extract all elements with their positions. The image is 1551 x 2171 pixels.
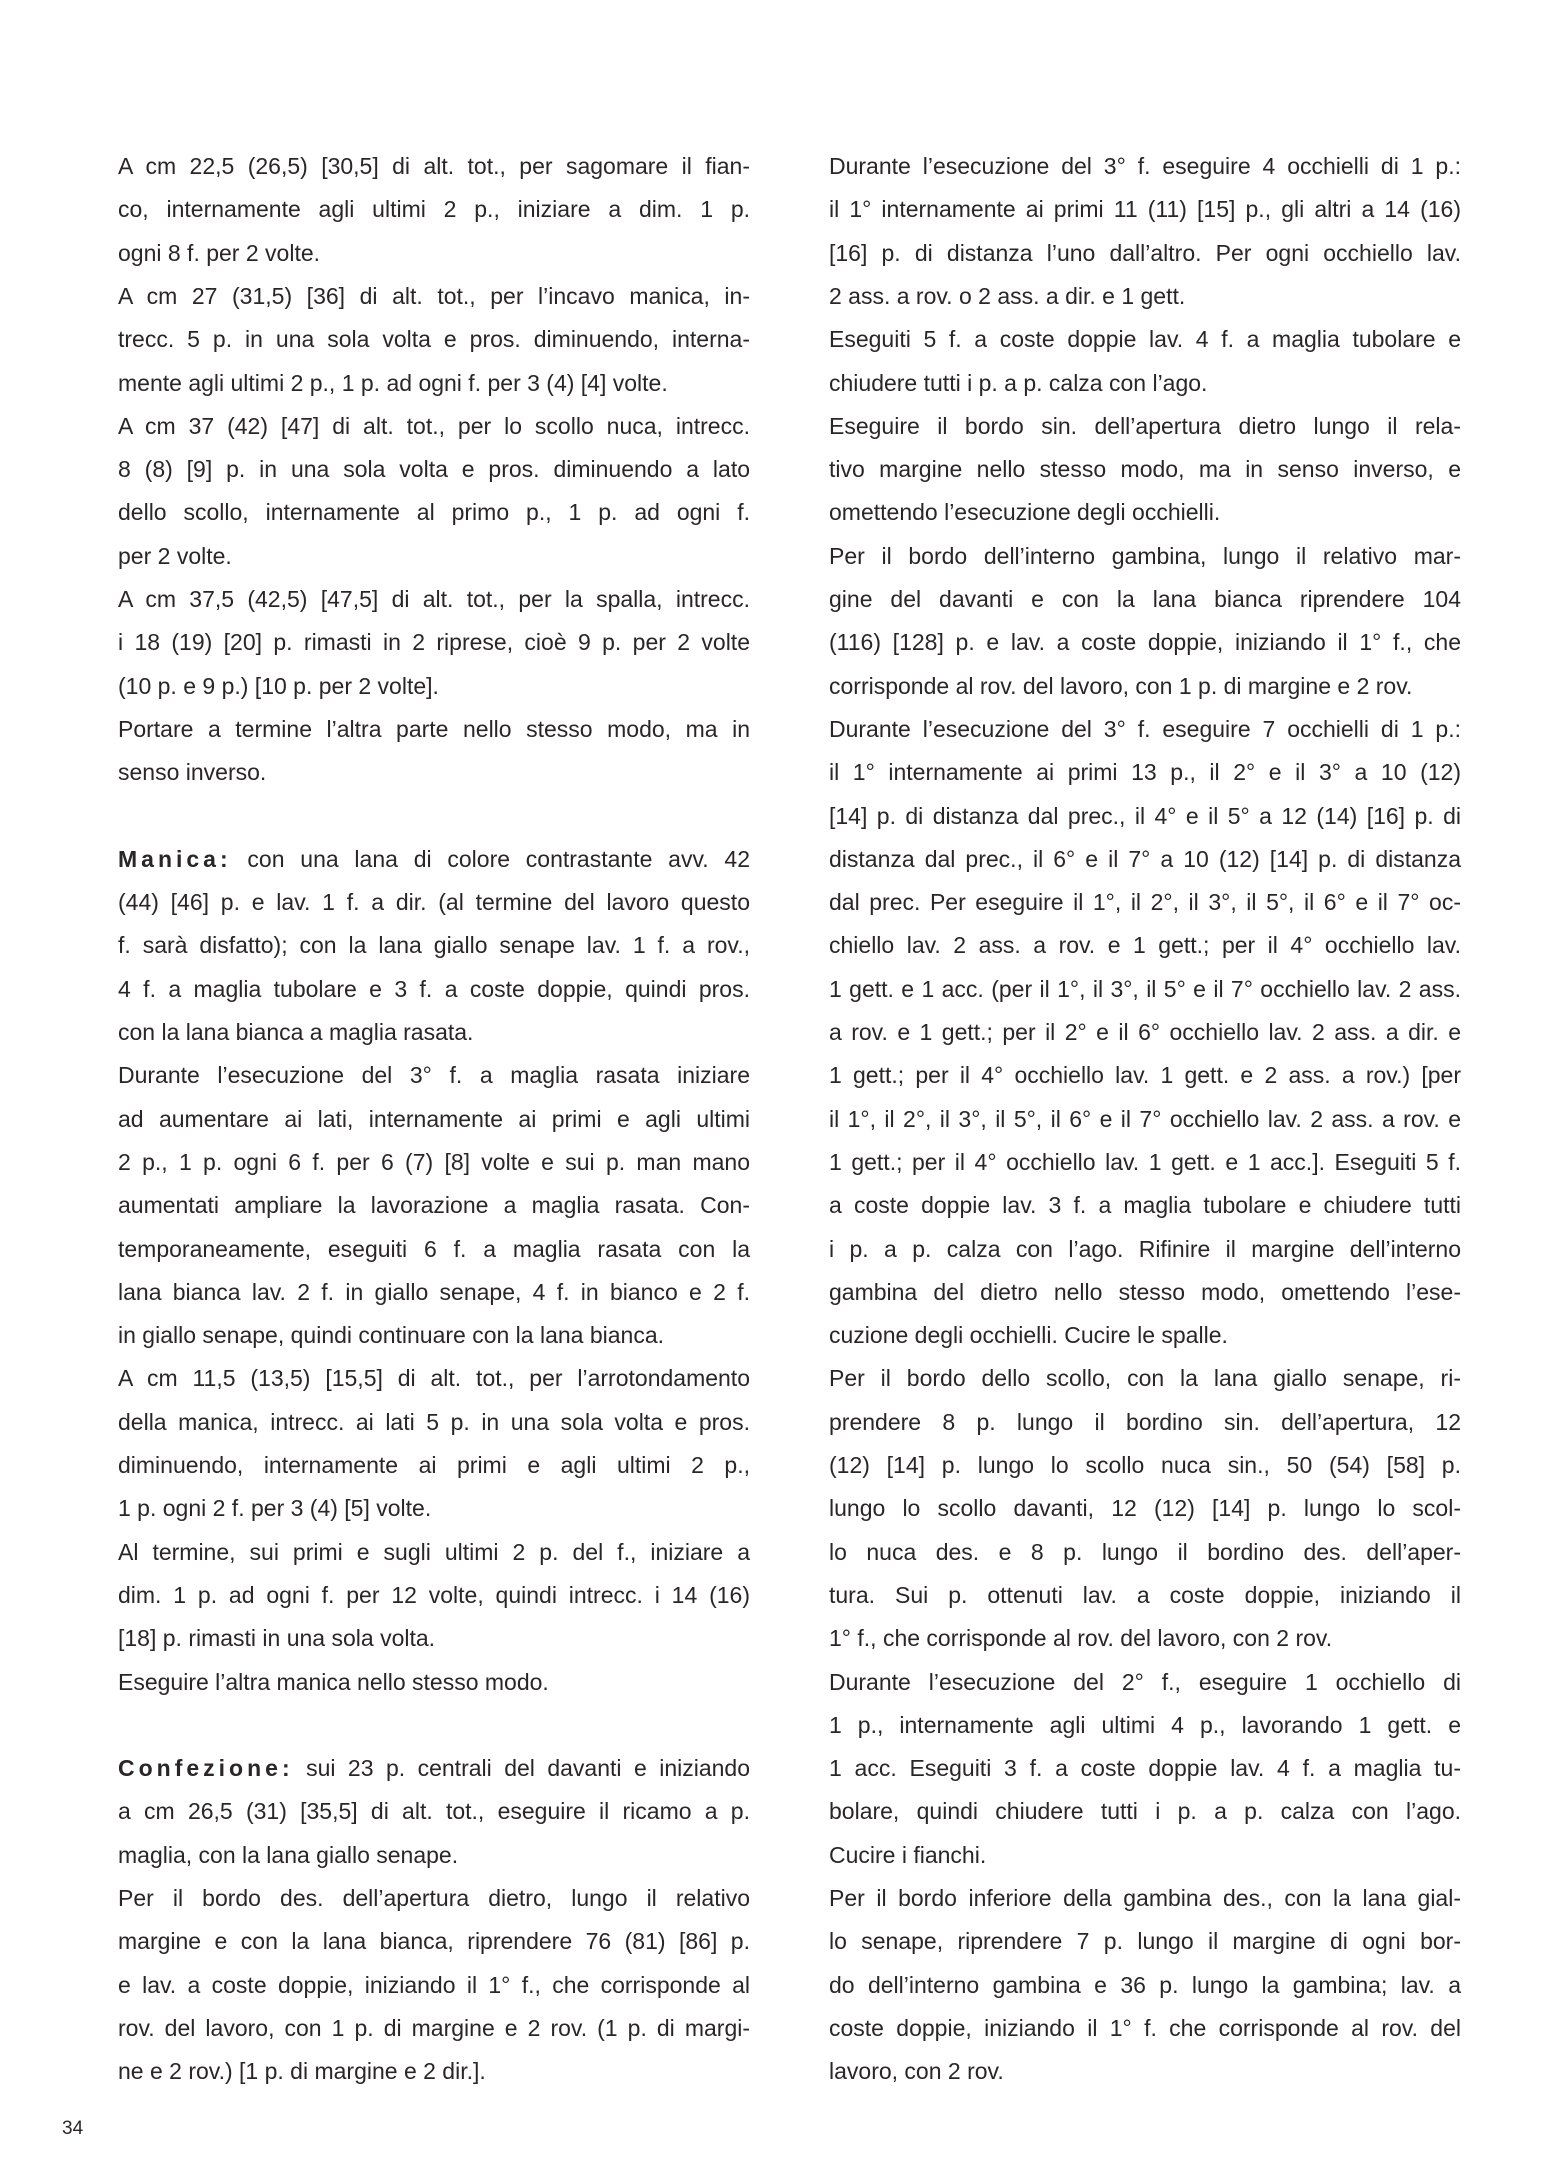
text-line	[829, 406, 1461, 446]
text-line	[829, 796, 1461, 836]
text-line	[829, 1229, 1461, 1269]
text-line	[118, 1878, 750, 1918]
line-text: do dell’interno gambina e 36 p. lungo la gambina; lav. a	[829, 1971, 1461, 1998]
text-line	[829, 622, 1461, 662]
line-text: Eseguiti 5 f. a coste doppie lav. 4 f. a maglia tubolare e	[829, 326, 1461, 353]
line-text: margine e con la lana bianca, riprendere 76 (81) [86] p.	[118, 1928, 750, 1955]
line-text: A cm 37,5 (42,5) [47,5] di alt. tot., per la spalla, intrecc.	[118, 586, 750, 612]
right-column	[829, 0, 1461, 2171]
text-line	[118, 882, 750, 922]
text-line	[118, 925, 750, 965]
text-line	[829, 1358, 1461, 1398]
line-text: 1 gett. e 1 acc. (per il 1°, il 3°, il 5° e il 7° occhiello lav. 2 ass.	[829, 975, 1461, 1002]
text-line	[829, 1142, 1461, 1182]
text-line	[829, 319, 1461, 359]
text-line	[829, 1272, 1461, 1312]
line-text: 1 p. ogni 2 f. per 3 (4) [5] volte.	[118, 1495, 432, 1522]
line-text: chiudere tutti i p. a p. calza con l’ago.	[829, 369, 1208, 396]
text-line	[118, 1532, 750, 1572]
text-line	[829, 1618, 1461, 1658]
text-line	[118, 1748, 750, 1788]
line-text: [14] p. di distanza dal prec., il 4° e il 5° a 12 (14) [16] p. di	[829, 802, 1461, 829]
line-text: Per il bordo dell’interno gambina, lungo il relativo mar-	[829, 542, 1461, 569]
line-text: 2 ass. a rov. o 2 ass. a dir. e 1 gett.	[829, 282, 1186, 309]
line-text: maglia, con la lana giallo senape.	[118, 1841, 459, 1868]
text-line	[829, 1099, 1461, 1139]
text-line	[118, 1662, 750, 1702]
text-line	[829, 536, 1461, 576]
line-text: Durante l’esecuzione del 3° f. a maglia rasata iniziare	[118, 1062, 750, 1089]
line-text: ne e 2 rov.) [1 p. di margine e 2 dir.].	[118, 2058, 486, 2085]
text-line	[829, 1878, 1461, 1918]
line-text: della manica, intrecc. ai lati 5 p. in una sola volta e pros.	[118, 1408, 750, 1435]
text-line	[829, 1532, 1461, 1572]
line-text: f. sarà disfatto); con la lana giallo senape lav. 1 f. a rov.,	[118, 932, 750, 959]
text-line	[118, 1099, 750, 1139]
line-text: [16] p. di distanza l’uno dall’altro. Per ogni occhiello lav.	[829, 239, 1461, 266]
text-line	[829, 1055, 1461, 1095]
line-text: A cm 27 (31,5) [36] di alt. tot., per l’incavo manica, in-	[118, 282, 750, 309]
line-text: Cucire i fianchi.	[829, 1841, 987, 1868]
text-line	[829, 1791, 1461, 1831]
text-line	[118, 1618, 750, 1658]
text-line	[118, 363, 750, 403]
text-line	[118, 492, 750, 532]
text-line	[829, 1705, 1461, 1745]
line-text: senso inverso.	[118, 759, 267, 786]
line-text: 8 (8) [9] p. in una sola volta e pros. diminuendo a lato	[118, 456, 750, 483]
text-line	[829, 925, 1461, 965]
line-text: Per il bordo inferiore della gambina des., con la lana gial-	[829, 1885, 1461, 1911]
text-line	[118, 1272, 750, 1312]
line-text: ad aumentare ai lati, internamente ai primi e agli ultimi	[118, 1105, 750, 1132]
text-line	[829, 579, 1461, 619]
text-line	[118, 1921, 750, 1961]
text-line	[829, 1921, 1461, 1961]
text-line	[118, 406, 750, 446]
line-text: (44) [46] p. e lav. 1 f. a dir. (al termine del lavoro questo	[118, 889, 750, 916]
text-line	[829, 1965, 1461, 2005]
line-text: 1 p., internamente agli ultimi 4 p., lavorando 1 gett. e	[829, 1711, 1461, 1738]
line-text: coste doppie, iniziando il 1° f. che corrisponde al rov. del	[829, 2014, 1461, 2041]
text-line	[118, 1488, 750, 1528]
line-text: corrisponde al rov. del lavoro, con 1 p. di margine e 2 rov.	[829, 672, 1413, 699]
line-text: a coste doppie lav. 3 f. a maglia tubolare e chiudere tutti	[829, 1192, 1461, 1219]
line-text: tura. Sui p. ottenuti lav. a coste doppie, iniziando il	[829, 1581, 1461, 1608]
text-line	[118, 1791, 750, 1831]
line-text: 2 p., 1 p. ogni 6 f. per 6 (7) [8] volte e sui p. man mano	[118, 1148, 750, 1175]
text-line	[118, 1575, 750, 1615]
line-text: e lav. a coste doppie, iniziando il 1° f., che corrisponde al	[118, 1971, 750, 1998]
text-line	[118, 1055, 750, 1095]
text-line	[118, 1358, 750, 1398]
text-line	[829, 449, 1461, 489]
line-text: tivo margine nello stesso modo, ma in senso inverso, e	[829, 456, 1461, 483]
line-text: dal prec. Per eseguire il 1°, il 2°, il 3°, il 5°, il 6° e il 7° oc-	[829, 889, 1461, 916]
line-text: Al termine, sui primi e sugli ultimi 2 p. del f., iniziare a	[118, 1538, 750, 1565]
text-line	[829, 839, 1461, 879]
line-text: lana bianca lav. 2 f. in giallo senape, 4 f. in bianco e 2 f.	[118, 1278, 750, 1305]
left-column	[118, 0, 750, 2171]
text-line	[829, 233, 1461, 273]
text-line	[829, 709, 1461, 749]
line-text: per 2 volte.	[118, 542, 232, 569]
text-line	[829, 666, 1461, 706]
text-line	[829, 1488, 1461, 1528]
line-text: [18] p. rimasti in una sola volta.	[118, 1625, 436, 1652]
text-line	[118, 1142, 750, 1182]
line-text: diminuendo, internamente ai primi e agli ultimi 2 p.,	[118, 1452, 750, 1478]
text-line	[118, 2008, 750, 2048]
line-text: Per il bordo dello scollo, con la lana giallo senape, ri-	[829, 1365, 1461, 1392]
text-line	[118, 709, 750, 749]
text-line	[118, 276, 750, 316]
line-text: lungo lo scollo davanti, 12 (12) [14] p. lungo lo scol-	[829, 1495, 1461, 1522]
text-line	[829, 1835, 1461, 1875]
line-text: 4 f. a maglia tubolare e 3 f. a coste doppie, quindi pros.	[118, 975, 750, 1002]
text-line	[118, 189, 750, 229]
line-text: aumentati ampliare la lavorazione a maglia rasata. Con-	[118, 1192, 750, 1219]
text-line	[829, 882, 1461, 922]
line-text: A cm 11,5 (13,5) [15,5] di alt. tot., per l’arrotondamento	[118, 1365, 750, 1392]
line-text: (12) [14] p. lungo lo scollo nuca sin., 50 (54) [58] p.	[829, 1452, 1461, 1478]
page-number: 34	[62, 2118, 84, 2139]
text-line	[118, 449, 750, 489]
text-line	[118, 1445, 750, 1485]
text-line	[118, 146, 750, 186]
line-text: chiello lav. 2 ass. a rov. e 1 gett.; per il 4° occhiello lav.	[829, 932, 1461, 959]
line-text: 1° f., che corrisponde al rov. del lavoro, con 2 rov.	[829, 1625, 1333, 1652]
line-text: mente agli ultimi 2 p., 1 p. ad ogni f. per 3 (4) [4] volte.	[118, 369, 668, 396]
text-line	[118, 2051, 750, 2091]
line-text: gine del davanti e con la lana bianca riprendere 104	[829, 586, 1461, 612]
text-line	[829, 1315, 1461, 1355]
text-line	[829, 276, 1461, 316]
line-text: co, internamente agli ultimi 2 p., iniziare a dim. 1 p.	[118, 196, 750, 223]
line-text: rov. del lavoro, con 1 p. di margine e 2 rov. (1 p. di margi-	[118, 2014, 750, 2041]
text-line	[118, 1229, 750, 1269]
text-line	[829, 363, 1461, 403]
text-line	[118, 666, 750, 706]
text-line	[829, 2008, 1461, 2048]
text-line	[118, 1835, 750, 1875]
line-text: gambina del dietro nello stesso modo, omettendo l’ese-	[829, 1278, 1461, 1305]
line-text: omettendo l’esecuzione degli occhielli.	[829, 499, 1221, 526]
line-text: Durante l’esecuzione del 2° f., eseguire 1 occhiello di	[829, 1668, 1461, 1695]
text-line	[118, 1012, 750, 1052]
text-line	[829, 1662, 1461, 1702]
text-line	[829, 2051, 1461, 2091]
line-text: 1 gett.; per il 4° occhiello lav. 1 gett. e 2 ass. a rov.) [per	[829, 1062, 1461, 1089]
line-text: il 1° internamente ai primi 11 (11) [15] p., gli altri a 14 (16)	[829, 196, 1461, 223]
line-text: con una lana di colore contrastante avv. 42	[231, 845, 750, 872]
line-text: temporaneamente, eseguiti 6 f. a maglia rasata con la	[118, 1235, 750, 1262]
text-line	[118, 536, 750, 576]
line-text: Durante l’esecuzione del 3° f. eseguire 4 occhielli di 1 p.:	[829, 153, 1461, 179]
line-text: i p. a p. calza con l’ago. Rifinire il margine dell’interno	[829, 1235, 1461, 1262]
line-text: 1 acc. Eseguiti 3 f. a coste doppie lav. 4 f. a maglia tu-	[829, 1755, 1461, 1782]
text-line	[829, 1402, 1461, 1442]
text-line	[829, 492, 1461, 532]
text-line	[118, 1315, 750, 1355]
line-text: prendere 8 p. lungo il bordino sin. dell’apertura, 12	[829, 1408, 1461, 1435]
line-text: il 1°, il 2°, il 3°, il 5°, il 6° e il 7° occhiello lav. 2 ass. a rov. e	[829, 1105, 1461, 1132]
line-text: i 18 (19) [20] p. rimasti in 2 riprese, cioè 9 p. per 2 volte	[118, 629, 750, 656]
text-line	[118, 579, 750, 619]
line-text: a rov. e 1 gett.; per il 2° e il 6° occhiello lav. 2 ass. a dir. e	[829, 1019, 1461, 1045]
text-line	[118, 839, 750, 879]
line-text: Portare a termine l’altra parte nello stesso modo, ma in	[118, 715, 750, 742]
line-text: lo senape, riprendere 7 p. lungo il margine di ogni bor-	[829, 1928, 1461, 1955]
line-text: A cm 22,5 (26,5) [30,5] di alt. tot., per sagomare il fian-	[118, 153, 750, 179]
text-line	[118, 1185, 750, 1225]
text-line	[829, 1185, 1461, 1225]
text-line	[118, 622, 750, 662]
text-line	[118, 752, 750, 792]
line-text: distanza dal prec., il 6° e il 7° a 10 (12) [14] p. di distanza	[829, 845, 1461, 872]
line-text: con la lana bianca a maglia rasata.	[118, 1019, 474, 1045]
section-heading: Confezione:	[118, 1755, 294, 1782]
text-line	[118, 1965, 750, 2005]
text-line	[118, 1402, 750, 1442]
text-line	[829, 1748, 1461, 1788]
text-line	[829, 1575, 1461, 1615]
line-text: A cm 37 (42) [47] di alt. tot., per lo scollo nuca, intrecc.	[118, 412, 750, 439]
line-text: a cm 26,5 (31) [35,5] di alt. tot., eseguire il ricamo a p.	[118, 1798, 750, 1825]
text-line	[829, 146, 1461, 186]
line-text: bolare, quindi chiudere tutti i p. a p. calza con l’ago.	[829, 1798, 1461, 1825]
line-text: lavoro, con 2 rov.	[829, 2058, 1004, 2085]
line-text: ogni 8 f. per 2 volte.	[118, 239, 321, 266]
line-text: Per il bordo des. dell’apertura dietro, lungo il relativo	[118, 1885, 750, 1911]
text-line	[829, 752, 1461, 792]
text-line	[829, 189, 1461, 229]
text-line	[829, 969, 1461, 1009]
line-text: Eseguire l’altra manica nello stesso modo.	[118, 1668, 549, 1695]
text-line	[829, 1012, 1461, 1052]
line-text: 1 gett.; per il 4° occhiello lav. 1 gett. e 1 acc.]. Eseguiti 5 f.	[829, 1148, 1461, 1175]
section-heading: Manica:	[118, 845, 232, 872]
text-line	[829, 1445, 1461, 1485]
line-text: dello scollo, internamente al primo p., 1 p. ad ogni f.	[118, 499, 750, 526]
line-text: (116) [128] p. e lav. a coste doppie, iniziando il 1° f., che	[829, 629, 1461, 656]
line-text: in giallo senape, quindi continuare con la lana bianca.	[118, 1322, 665, 1349]
line-text: (10 p. e 9 p.) [10 p. per 2 volte].	[118, 672, 439, 699]
text-line	[118, 233, 750, 273]
text-line	[118, 969, 750, 1009]
line-text: trecc. 5 p. in una sola volta e pros. diminuendo, interna-	[118, 326, 750, 353]
line-text: dim. 1 p. ad ogni f. per 12 volte, quindi intrecc. i 14 (16)	[118, 1581, 750, 1608]
line-text: sui 23 p. centrali del davanti e iniziando	[293, 1755, 750, 1782]
line-text: Durante l’esecuzione del 3° f. eseguire 7 occhielli di 1 p.:	[829, 715, 1461, 742]
line-text: lo nuca des. e 8 p. lungo il bordino des. dell’aper-	[829, 1538, 1461, 1565]
text-line	[118, 319, 750, 359]
line-text: il 1° internamente ai primi 13 p., il 2° e il 3° a 10 (12)	[829, 759, 1461, 786]
line-text: cuzione degli occhielli. Cucire le spalle.	[829, 1322, 1228, 1349]
line-text: Eseguire il bordo sin. dell’apertura dietro lungo il rela-	[829, 412, 1461, 439]
